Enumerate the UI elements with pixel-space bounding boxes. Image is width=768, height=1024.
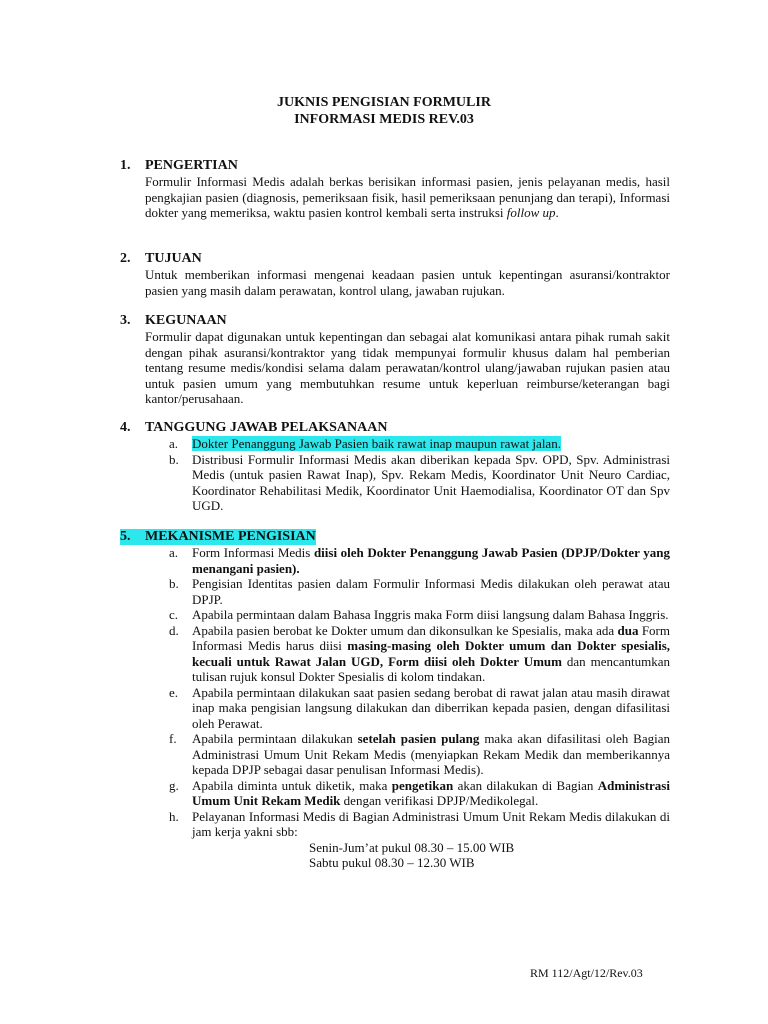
list-item bbox=[169, 452, 670, 514]
section-title: KEGUNAAN bbox=[145, 313, 227, 328]
list-item bbox=[169, 623, 670, 685]
section-heading bbox=[120, 313, 670, 329]
item-letter: a. bbox=[169, 545, 179, 560]
emphasis-text: follow up bbox=[506, 205, 556, 220]
item-text: Apabila permintaan dalam Bahasa Inggris maka Form diisi langsung dalam Bahasa Inggris. bbox=[192, 607, 669, 622]
document-title bbox=[0, 94, 768, 128]
schedule-line: Senin-Jum’at pukul 08.30 – 15.00 WIB bbox=[309, 839, 515, 855]
item-text: Form Informasi Medis diisi oleh Dokter Penanggung Jawab Pasien (DPJP/Dokter yang menangani pasien). bbox=[192, 545, 670, 576]
list-item bbox=[169, 731, 670, 778]
section-title: TANGGUNG JAWAB PELAKSANAAN bbox=[145, 420, 388, 435]
title-line-2: INFORMASI MEDIS REV.03 bbox=[294, 112, 474, 127]
schedule-line: Sabtu pukul 08.30 – 12.30 WIB bbox=[309, 855, 475, 870]
item-text bbox=[192, 436, 670, 452]
section-number: 5. bbox=[120, 529, 131, 544]
section-body: Formulir dapat digunakan untuk kepentingan dan sebagai alat komunikasi antara pihak rumah sakit dengan pihak asuransi/kontraktor yang tidak mempunyai formulir khusus dalam hal pemberian tentang resume medis/kondisi selama dalam perawatan/kontrol ulang/jawaban rujukan pasien atau untuk pasien umum yang membutuhkan resume untuk keperluan reimburse/keterangan bagi kantor/perusahaan. bbox=[145, 329, 670, 406]
list-item bbox=[169, 778, 670, 809]
item-text: Pengisian Identitas pasien dalam Formulir Informasi Medis dilakukan oleh perawat atau DPJP. bbox=[192, 576, 670, 607]
section-number: 1. bbox=[120, 158, 131, 173]
list-item bbox=[169, 436, 670, 452]
item-letter: f. bbox=[169, 731, 177, 746]
list-item bbox=[169, 576, 670, 607]
list-item bbox=[169, 607, 670, 623]
section-mekanisme bbox=[120, 529, 670, 871]
item-letter: h. bbox=[169, 808, 179, 824]
list-item bbox=[169, 685, 670, 732]
item-letter: g. bbox=[169, 777, 179, 793]
section-number: 3. bbox=[120, 313, 131, 328]
section-number: 2. bbox=[120, 251, 131, 266]
section-pengertian bbox=[120, 158, 670, 221]
item-text: Distribusi Formulir Informasi Medis akan diberikan kepada Spv. OPD, Spv. Administrasi Medis (untuk pasien Rawat Inap), Spv. Rekam Medis, Koordinator Unit Neuro Cardiac, Koordinator Rehabilitasi Medik, Koordinator Unit Haemodialisa, Koordinator OT dan Spv UGD. bbox=[192, 451, 670, 513]
title-line-1: JUKNIS PENGISIAN FORMULIR bbox=[277, 95, 491, 110]
item-text: Apabila permintaan dilakukan setelah pasien pulang maka akan difasilitasi oleh Bagian Administrasi Umum Unit Rekam Medis (menyiapkan Rekam Medik dan memberikannya kepada DPJP sebagai dasar penulisan Informasi Medis). bbox=[192, 731, 670, 777]
list-item bbox=[169, 545, 670, 576]
item-text: Apabila pasien berobat ke Dokter umum dan dikonsulkan ke Spesialis, maka ada dua Form Informasi Medis harus diisi masing-masing oleh Dokter umum dan Dokter spesialis, kecuali untuk Rawat Jalan UGD, Form diisi oleh Dokter Umum dan mencantumkan tulisan rujuk konsul Dokter Spesialis di kolom tindakan. bbox=[192, 622, 671, 684]
item-text: Pelayanan Informasi Medis di Bagian Administrasi Umum Unit Rekam Medis dilakukan di jam kerja yakni sbb: Senin-Jum’at pukul 08.30 – 15.00 WIB Sabtu pukul 08.30 – 12.30 WIB bbox=[192, 808, 670, 870]
section-tanggung-jawab bbox=[120, 420, 670, 514]
section-body: Untuk memberikan informasi mengenai keadaan pasien untuk kepentingan asuransi/kontraktor pasien yang masih dalam perawatan, kontrol ulang, jawaban rujukan. bbox=[145, 267, 670, 298]
highlighted-heading bbox=[120, 529, 316, 545]
section-heading bbox=[120, 251, 670, 267]
document-code: RM 112/Agt/12/Rev.03 bbox=[530, 966, 643, 980]
item-letter: d. bbox=[169, 622, 179, 638]
item-text: Apabila diminta untuk diketik, maka pengetikan akan dilakukan di Bagian Administrasi Umum Unit Rekam Medik dengan verifikasi DPJP/Medikolegal. bbox=[192, 777, 670, 808]
item-list bbox=[169, 436, 670, 514]
section-title: PENGERTIAN bbox=[145, 158, 238, 173]
highlighted-text: Dokter Penanggung Jawab Pasien baik rawat inap maupun rawat jalan. bbox=[192, 436, 561, 451]
section-heading bbox=[120, 420, 670, 436]
item-letter: e. bbox=[169, 684, 179, 700]
section-heading bbox=[120, 529, 670, 545]
section-number: 4. bbox=[120, 420, 131, 435]
item-letter: c. bbox=[169, 607, 179, 622]
section-kegunaan bbox=[120, 313, 670, 407]
item-list bbox=[169, 545, 670, 871]
item-letter: a. bbox=[169, 436, 179, 451]
section-tujuan bbox=[120, 251, 670, 298]
list-item bbox=[169, 809, 670, 871]
section-title: MEKANISME PENGISIAN bbox=[145, 529, 316, 544]
item-letter: b. bbox=[169, 451, 179, 467]
section-title: TUJUAN bbox=[145, 251, 202, 266]
item-letter: b. bbox=[169, 576, 179, 591]
section-body: Formulir Informasi Medis adalah berkas berisikan informasi pasien, jenis pelayanan medis, hasil pengkajian pasien (diagnosis, pemeriksaan fisik, hasil pemeriksaan penunjang dan terapi), Informasi dokter yang memeriksa, waktu pasien kontrol kembali serta instruksi follow up. bbox=[145, 174, 670, 220]
section-heading bbox=[120, 158, 670, 174]
item-text: Apabila permintaan dilakukan saat pasien sedang berobat di rawat jalan atau masih dirawat inap maka pengisian langsung dilakukan dan diberrikan kepada pasien, dengan difasilitasi oleh Perawat. bbox=[192, 684, 670, 731]
